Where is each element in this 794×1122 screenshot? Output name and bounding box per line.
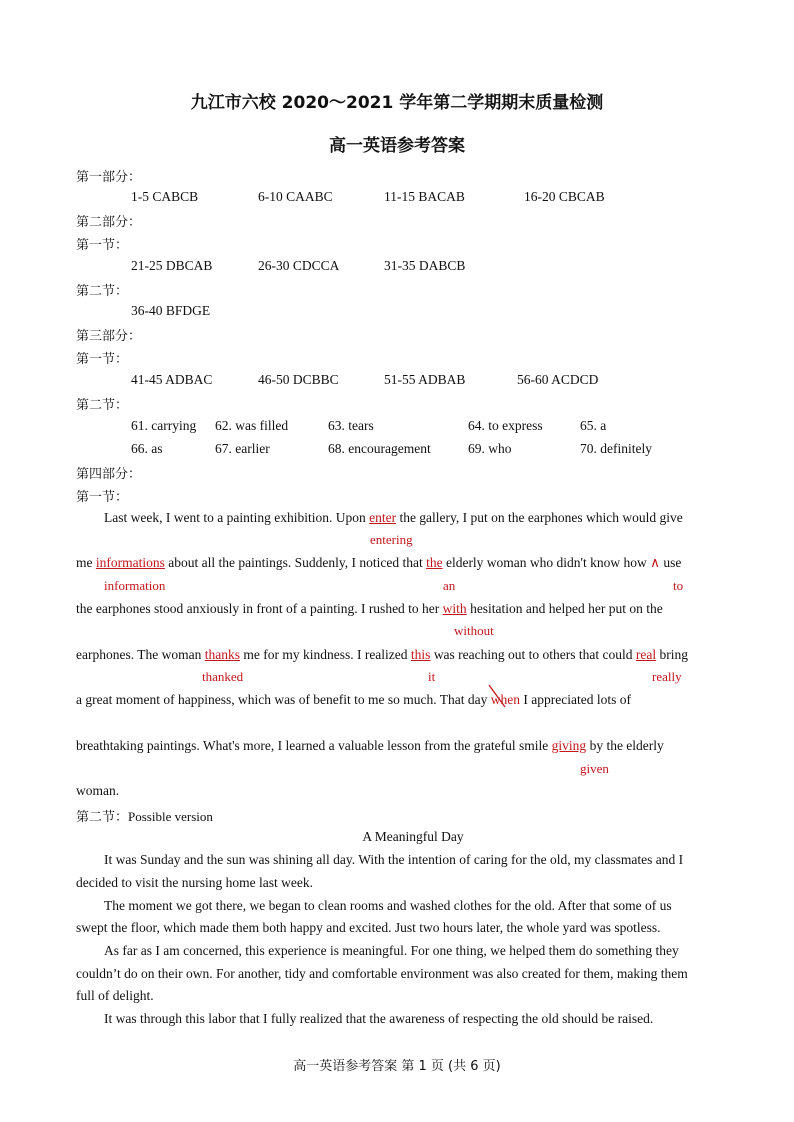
fill-answer: 64. to express [468, 418, 543, 433]
correction-line: breathtaking paintings. What's more, I learned a valuable lesson from the grateful smile giving by the elderly [76, 738, 664, 753]
section-label: 第二节： [76, 397, 129, 412]
essay-line: It was through this labor that I fully realized that the awareness of respecting the old should be raised. [104, 1011, 654, 1026]
essay-title: A Meaningful Day [362, 829, 464, 844]
correction-line: woman. [76, 783, 120, 798]
error-word: real [635, 647, 657, 662]
section-label: 第一节： [76, 351, 129, 366]
fill-answer: 70. definitely [580, 441, 652, 456]
part1-label: 第一部分： [76, 169, 142, 184]
correction-fix: it [428, 669, 436, 684]
fill-answer: 62. was filled [215, 418, 289, 433]
fill-answer: 68. encouragement [328, 441, 431, 456]
deleted-word: when [491, 692, 520, 708]
correction-fix: to [673, 578, 684, 593]
answer-group: 51-55 ADBAB [384, 372, 466, 387]
answer-group: 1-5 CABCB [131, 189, 199, 204]
answer-group: 21-25 DBCAB [131, 258, 213, 273]
page-title: 九江市六校 2020～2021 学年第二学期期末质量检测 [190, 93, 604, 113]
error-word: this [410, 647, 431, 662]
section-label: 第一节： [76, 489, 129, 504]
delete-mark-icon [486, 683, 508, 709]
error-word: thanks [204, 647, 240, 662]
error-word: enter [369, 510, 397, 525]
correction-fix: thanked [202, 669, 244, 684]
correction-fix: given [580, 761, 609, 776]
essay-line: As far as I am concerned, this experience is meaningful. For one thing, we helped them do something they [104, 943, 679, 958]
essay-line: swept the floor, which made them both happy and excited. Just two hours later, the whole yard was spotless. [76, 920, 661, 935]
essay-line: full of delight. [76, 988, 154, 1003]
fill-answer: 61. carrying [131, 418, 197, 433]
answer-group: 31-35 DABCB [384, 258, 466, 273]
answer-group: 56-60 ACDCD [517, 372, 599, 387]
section-label: 第二节： [76, 283, 129, 298]
fill-answer: 69. who [468, 441, 512, 456]
error-word: informations [95, 555, 165, 570]
correction-line: a great moment of happiness, which was of benefit to me so much. That day when I appreciated lots of [76, 692, 631, 708]
fill-answer: 67. earlier [215, 441, 270, 456]
correction-line: earphones. The woman thanks me for my kindness. I realized this was reaching out to others that could real bring [76, 647, 688, 662]
correction-fix: an [443, 578, 456, 593]
essay-line: It was Sunday and the sun was shining all day. With the intention of caring for the old, my classmates and I [104, 852, 684, 867]
insert-caret: ∧ [650, 555, 660, 570]
answer-group: 26-30 CDCCA [258, 258, 340, 273]
answer-group: 41-45 ADBAC [131, 372, 213, 387]
page-subtitle: 高一英语参考答案 [329, 136, 465, 156]
correction-fix: information [104, 578, 166, 593]
correction-line: Last week, I went to a painting exhibition. Upon enter the gallery, I put on the earphones which would give [104, 510, 683, 525]
answer-group: 46-50 DCBBC [258, 372, 339, 387]
essay-line: The moment we got there, we began to clean rooms and washed clothes for the old. After that some of us [104, 898, 672, 913]
section-label: 第二节：Possible version [76, 809, 213, 824]
page-footer: 高一英语参考答案 第 1 页 (共 6 页) [293, 1059, 501, 1074]
answer-group: 11-15 BACAB [384, 189, 465, 204]
part2-label: 第二部分： [76, 214, 142, 229]
correction-line: the earphones stood anxiously in front of a painting. I rushed to her with hesitation and helped her put on the [76, 601, 663, 616]
correction-fix: entering [370, 532, 413, 547]
part3-label: 第三部分： [76, 328, 142, 343]
fill-answer: 65. a [580, 418, 607, 433]
answer-group: 16-20 CBCAB [524, 189, 605, 204]
correction-line: me informations about all the paintings. Suddenly, I noticed that the elderly woman who didn't know how ∧ use [76, 555, 682, 570]
fill-answer: 66. as [131, 441, 163, 456]
answer-group: 6-10 CAABC [258, 189, 333, 204]
error-word: with [442, 601, 467, 616]
part4-label: 第四部分： [76, 466, 142, 481]
section-label: 第一节： [76, 237, 129, 252]
error-word: giving [551, 738, 587, 753]
correction-fix: really [652, 669, 682, 684]
answer-group: 36-40 BFDGE [131, 303, 211, 318]
fill-answer: 63. tears [328, 418, 374, 433]
essay-line: couldn’t do on their own. For another, tidy and comfortable environment was also created for them, making them [76, 966, 688, 981]
correction-fix: without [454, 623, 494, 638]
essay-line: decided to visit the nursing home last week. [76, 875, 313, 890]
error-word: the [426, 555, 443, 570]
